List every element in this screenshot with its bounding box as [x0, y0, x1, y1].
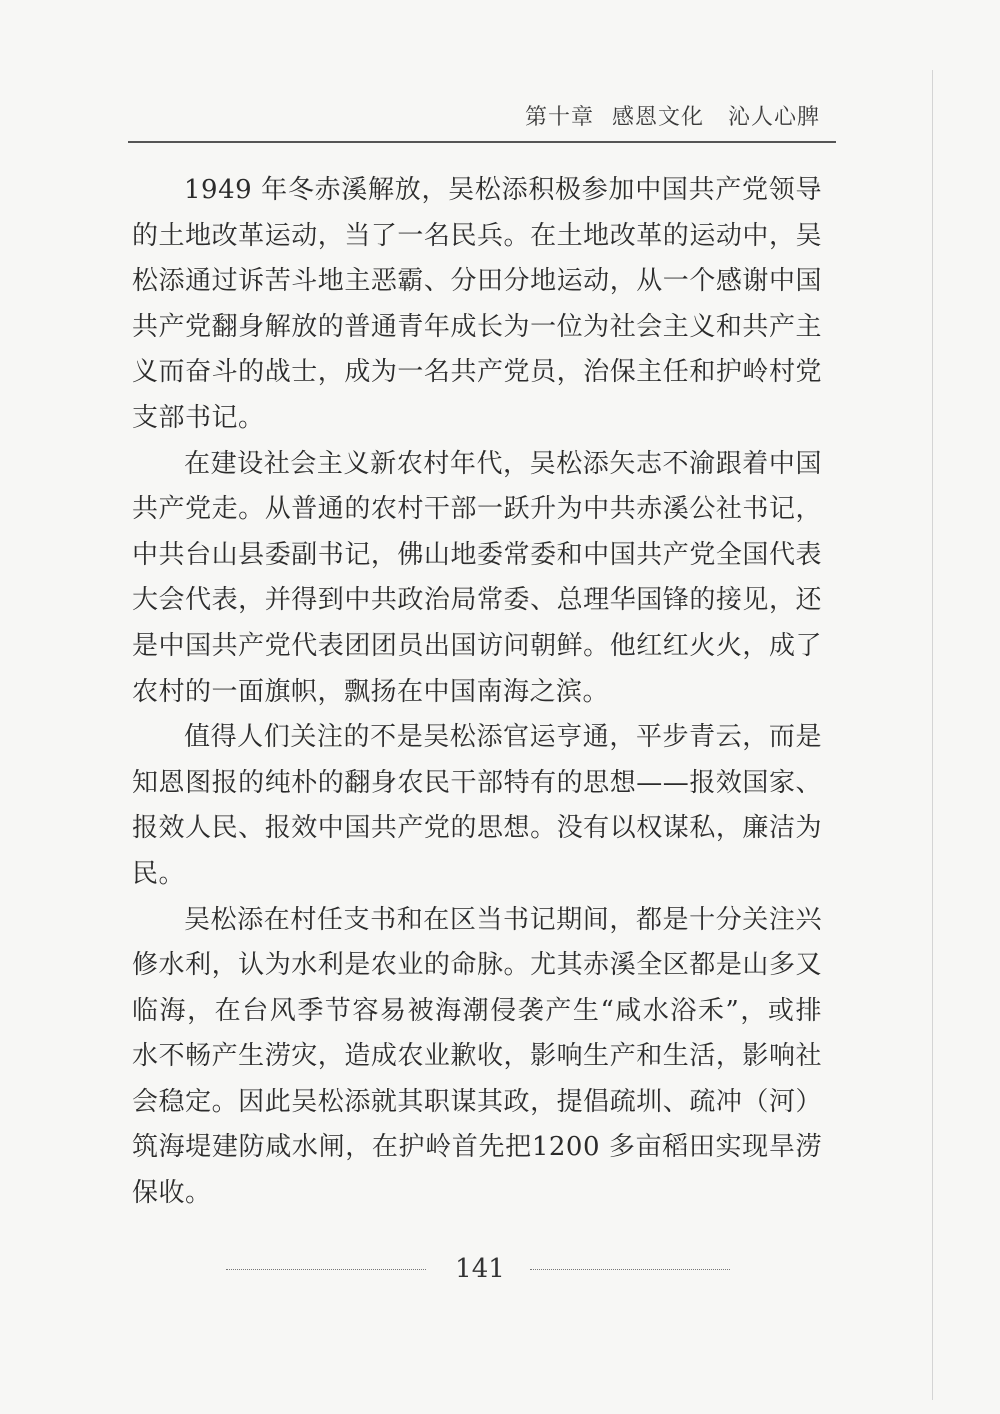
- paragraph-1: 1949 年冬赤溪解放，吴松添积极参加中国共产党领导的土地改革运动，当了一名民兵。在土地改革的运动中，吴松添通过诉苦斗地主恶霸、分田分地运动，从一个感谢中国共产党翻身解放的普通青年成长为一位为社会主义和共产主义而奋斗的战士，成为一名共产党员，治保主任和护岭村党支部书记。: [132, 175, 822, 433]
- body-text: [132, 168, 822, 1217]
- paragraph-2: 在建设社会主义新农村年代，吴松添矢志不渝跟着中国共产党走。从普通的农村干部一跃升为中共赤溪公社书记，中共台山县委副书记，佛山地委常委和中国共产党全国代表大会代表，并得到中共政治局常委、总理华国锋的接见，还是中国共产党代表团团员出国访问朝鲜。他红红火火，成了农村的一面旗帜，飘扬在中国南海之滨。: [132, 448, 822, 707]
- section-subtitle: 沁人心脾: [727, 105, 820, 130]
- page-number: 141: [455, 1254, 505, 1284]
- paragraph-4: 吴松添在村任支书和在区当书记期间，都是十分关注兴修水利，认为水利是农业的命脉。尤其赤溪全区都是山多又临海，在台风季节容易被海潮侵袭产生“咸水浴禾”，或排水不畅产生涝灾，造成农业歉收，影响生产和生活，影响社会稳定。因此吴松添就其职谋其政，提倡疏圳、疏冲（河）筑海堤建防咸水闸，在护岭首先把1200 多亩稻田实现旱涝保收。: [132, 904, 822, 1209]
- header-rule: [128, 141, 836, 143]
- section-title: 感恩文化: [611, 105, 704, 130]
- page-footer: [0, 1254, 1000, 1284]
- paragraph-3: 值得人们关注的不是吴松添官运亨通，平步青云，而是知恩图报的纯朴的翻身农民干部特有的思想——报效国家、报效人民、报效中国共产党的思想。没有以权谋私，廉洁为民。: [132, 722, 822, 889]
- footer-rule-left: [226, 1269, 426, 1271]
- footer-rule-right: [530, 1269, 730, 1271]
- scan-edge: [932, 70, 933, 1400]
- running-head: [525, 100, 820, 131]
- chapter-label: 第十章: [524, 105, 594, 130]
